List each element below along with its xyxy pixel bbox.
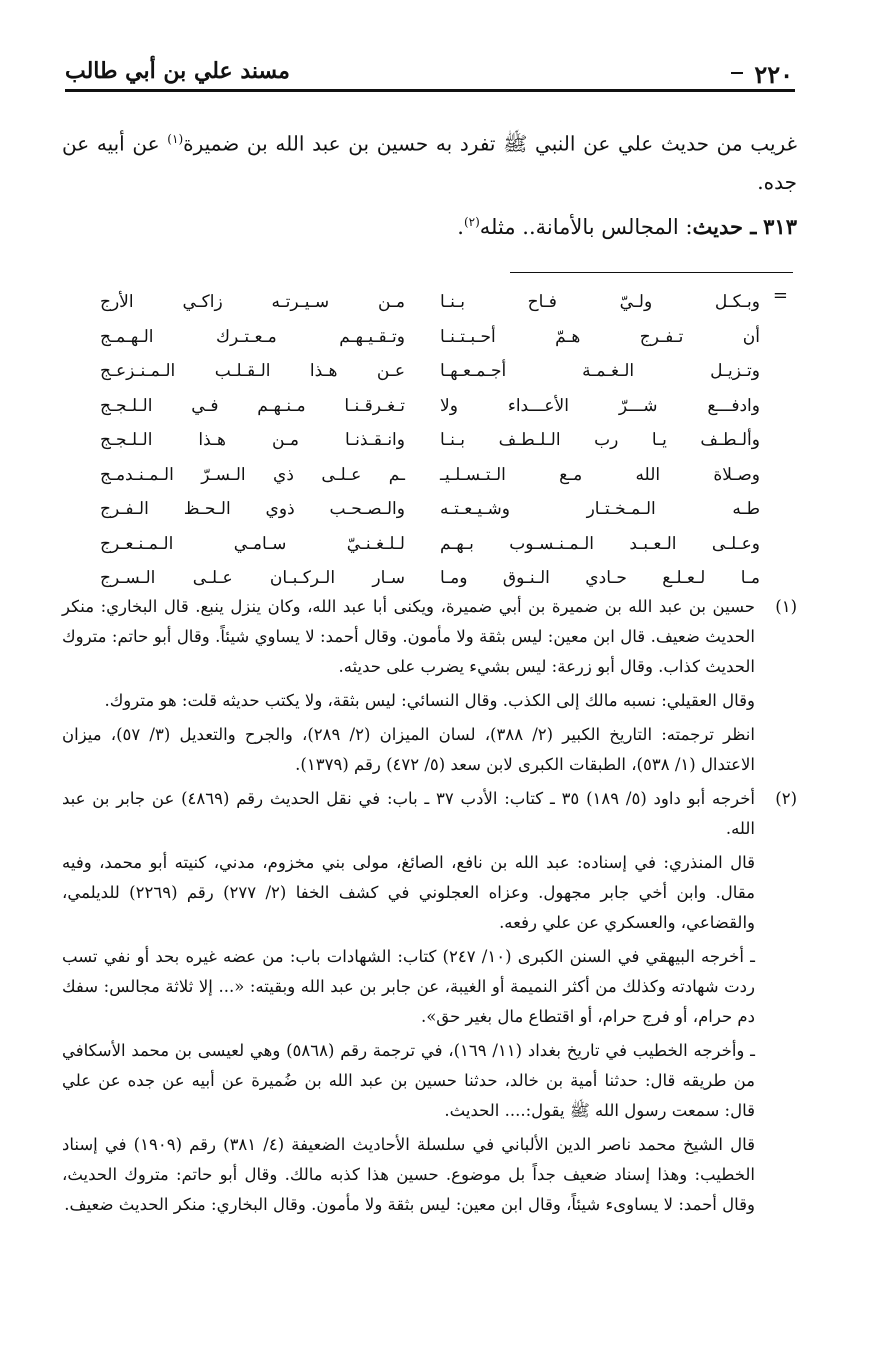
- continuation-marker: =: [772, 285, 788, 306]
- verse: أن تـفـرج هـمّ أحـبـتـنـا وتـقـيـهـم مـعـتـرك الـهـمـج: [100, 326, 760, 347]
- footnote-paragraph: أخرجه أبو داود (٥/ ١٨٩) ٣٥ ـ كتاب: الأدب ٣٧ ـ باب: في نقل الحديث رقم (٤٨٦٩) عن جابر بن عبد الله.: [62, 789, 755, 838]
- page-number: ٢٢٠: [754, 60, 793, 89]
- verse: مـا لـعـلـع حـادي الـنـوق ومـا سـار الـركـبـان عـلـى الـسـرج: [100, 568, 760, 589]
- main-text: [62, 120, 797, 246]
- footnote-paragraph: قال الشيخ محمد ناصر الدين الألباني في سلسلة الأحاديث الضعيفة (٤/ ٣٨١) رقم (١٩٠٩) في إسناد الخطيب: وهذا إسناد ضعيف جداً بل موضوع. حسين هذا كذبه مالك. وقال أبو حاتم: متروك الحديث، وقال أحمد: لا يساوىء شيئاً، وقال ابن معين: ليس بثقة ولا مأمون. وقال البخاري: منكر الحديث ضعيف.: [62, 1135, 755, 1214]
- footnote-ref-1: (١): [167, 132, 184, 146]
- footnotes: [62, 592, 797, 1224]
- footnote-paragraph: قال المنذري: في إسناده: عبد الله بن نافع، الصائغ، مولى بني مخزوم، مدني، كنيته أبو محمد، وفيه مقال. وابن أخي جابر مجهول. وعزاه العجلوني في كشف الخفا (٢/ ٢٧٧) رقم (٢٢٦٩) للديلمي، والقضاعي، والعسكري عن علي رفعه.: [62, 853, 756, 932]
- footnote-1: [62, 592, 797, 784]
- footnote-paragraph: ـ وأخرجه الخطيب في تاريخ بغداد (١١/ ١٦٩)، في ترجمة رقم (٥٨٦٨) وهي لعيسى بن محمد الأسكافي من طريقه قال: حدثنا أمية بن خالد، حدثنا حسين بن عبد الله بن ضُميرة عن أبيه عن جده عن علي قال: سمعت رسول الله ﷺ يقول:.... الحديث.: [62, 1041, 755, 1120]
- footnote-separator: [510, 272, 793, 273]
- footnote-paragraph: انظر ترجمته: التاريخ الكبير (٢/ ٣٨٨)، لسان الميزان (٢/ ٢٨٩)، والجرح والتعديل (٣/ ٥٧)، ميزان الاعتدال (١/ ٥٣٨)، الطبقات الكبرى لابن سعد (٥/ ٤٧٢) رقم (١٣٧٩).: [62, 725, 755, 774]
- footnote-paragraph: ـ أخرجه البيهقي في السنن الكبرى (١٠/ ٢٤٧) كتاب: الشهادات باب: من عضه غيره بحد أو نفي تسب ردت شهادته وكذلك من أكثر النميمة أو الغيبة، عن جابر بن عبد الله وبقيته: «... إلا ثلاثة مجالس: سفك دم حرام، أو فرج حرام، أو اقتطاع مال بغير حق».: [62, 947, 755, 1026]
- page-header: [65, 52, 795, 92]
- body-paragraph: غريب من حديث علي عن النبي ﷺ تفرد به حسين بن عبد الله بن ضميرة$^{(١)}$ عن أبيه عن جده.: [62, 131, 798, 194]
- hadith-heading: ٣١٣ ـ حديث: المجالس بالأمانة.. مثله$^{(٢)}$.: [457, 213, 797, 239]
- verse: وتـزيـل الـغـمـة أجـمـعـهـا عـن هـذا الـقـلـب الـمـنـزعـج: [100, 361, 760, 382]
- footnote-number: (١): [775, 597, 797, 616]
- hadith-text: : المجالس بالأمانة.. مثله: [479, 214, 693, 239]
- verse: وعـلـى الـعـبـد الـمـنـسـوب بـهـم لـلـغـنـيّ سـامـي الـمـنـعـرج: [100, 533, 760, 554]
- verse: وصـلاة الله مـع الـتـسـلـيـ ـم عـلـى ذي الـسـرّ الـمـنـدمـج: [100, 464, 760, 485]
- verse: طـه الـمـخـتـار وشـيـعـتـه والـصـحـب ذوي الـحـظ الـفـرج: [100, 499, 760, 520]
- running-title: مسند علي بن أبي طالب: [65, 58, 290, 84]
- hadith-label: حديث: [692, 213, 743, 239]
- poem: [100, 285, 788, 596]
- verse: وألـطـف يـا رب الـلـطـف بـنـا وانـقـذنـا مـن هـذا الـلـجـج: [100, 430, 760, 451]
- hadith-number: ٣١٣: [763, 213, 797, 239]
- footnote-ref-2: (٢): [463, 214, 480, 229]
- footnote-paragraph: وقال العقيلي: نسبه مالك إلى الكذب. وقال النسائي: ليس بثقة، ولا يكتب حديثه قلت: هو متروك.: [104, 691, 755, 710]
- footnote-paragraph: حسين بن عبد الله بن ضميرة بن أبي ضميرة، ويكنى أبا عبد الله، وكان ينزل ينبع. قال البخاري: منكر الحديث ضعيف. قال ابن معين: ليس بثقة ولا مأمون. وقال أحمد: لا يساوي شيئاً. وقال أبو حاتم: متروك الحديث كذاب. وقال أبو زرعة: ليس بشيء يضرب على حديثه.: [62, 597, 755, 676]
- footnote-number: (٢): [775, 789, 797, 808]
- header-dash: [731, 72, 743, 74]
- header-rule: [65, 89, 795, 92]
- verse: وبـكـل ولـيّ فـاح بـنـا مـن سـيـرتـه زاكـي الأرج: [100, 292, 760, 313]
- verse: وادفـــع شـــرّ الأعـــداء ولا تـغـرقـنـا مـنـهـم فـي الـلـجـج: [100, 395, 760, 416]
- footnote-2: [62, 784, 797, 1224]
